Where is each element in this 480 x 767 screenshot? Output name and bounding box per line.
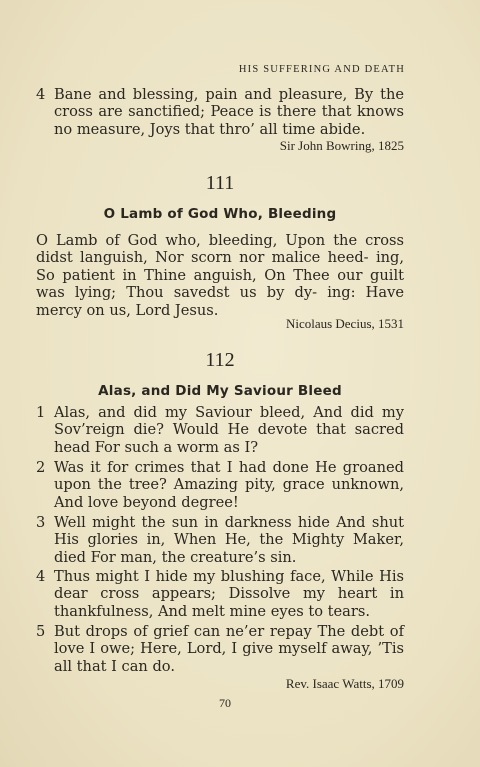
stanza-text: Alas, and did my Saviour bleed, And did my Sov’reign die? Would He devote that sacred head For such a worm as I? [54, 404, 404, 456]
stanza-number: 2 [36, 459, 46, 476]
stanza-number: 5 [36, 623, 46, 640]
top-stanza [36, 86, 404, 138]
stanza-text: Thus might I hide my blushing face, While His dear cross appears; Dissolve my heart in thankfulness, And melt mine eyes to tears. [54, 568, 404, 620]
hymn-112-stanza-3 [36, 514, 404, 566]
hymn-111-attribution: Nicolaus Decius, 1531 [285, 316, 404, 331]
hymn-111-number: 111 [205, 172, 235, 194]
hymn-112-stanza-1 [36, 404, 404, 456]
running-head: HIS SUFFERING AND DEATH [238, 64, 405, 75]
stanza-text: Was it for crimes that I had done He groaned upon the tree? Amazing pity, grace unknown, And love beyond degree! [54, 459, 404, 511]
stanza-number: 4 [36, 568, 46, 585]
hymn-112-stanza-4 [36, 568, 404, 620]
stanza-text: But drops of grief can ne’er repay The debt of love I owe; Here, Lord, I give myself away, ’Tis all that I can do. [54, 623, 404, 675]
stanza-number: 1 [36, 404, 46, 421]
hymn-112-title: Alas, and Did My Saviour Bleed [98, 383, 342, 399]
hymn-111-stanza [36, 232, 404, 319]
stanza-number: 3 [36, 514, 46, 531]
hymn-111-title: O Lamb of God Who, Bleeding [103, 206, 337, 222]
stanza-number: 4 [36, 86, 46, 103]
stanza-text: Bane and blessing, pain and pleasure, By the cross are sanctified; Peace is there that knows no measure, Joys that thro’ all time abide. [54, 86, 404, 138]
top-attribution: Sir John Bowring, 1825 [279, 138, 404, 153]
stanza-text: Well might the sun in darkness hide And shut His glories in, When He, the Mighty Maker, died For man, the creature’s sin. [54, 514, 404, 566]
hymn-112-attribution: Rev. Isaac Watts, 1709 [285, 676, 404, 691]
hymn-112-number: 112 [205, 349, 235, 371]
hymn-112-stanza-5 [36, 623, 404, 675]
page-number: 70 [219, 696, 231, 710]
hymn-112-stanza-2 [36, 459, 404, 511]
stanza-text: O Lamb of God who, bleeding, Upon the cross didst languish, Nor scorn nor malice heed- ing, So patient in Thine anguish, On Thee our guilt was lying; Thou savedst us by dy- ing: Have mercy on us, Lord Jesus. [36, 232, 404, 319]
